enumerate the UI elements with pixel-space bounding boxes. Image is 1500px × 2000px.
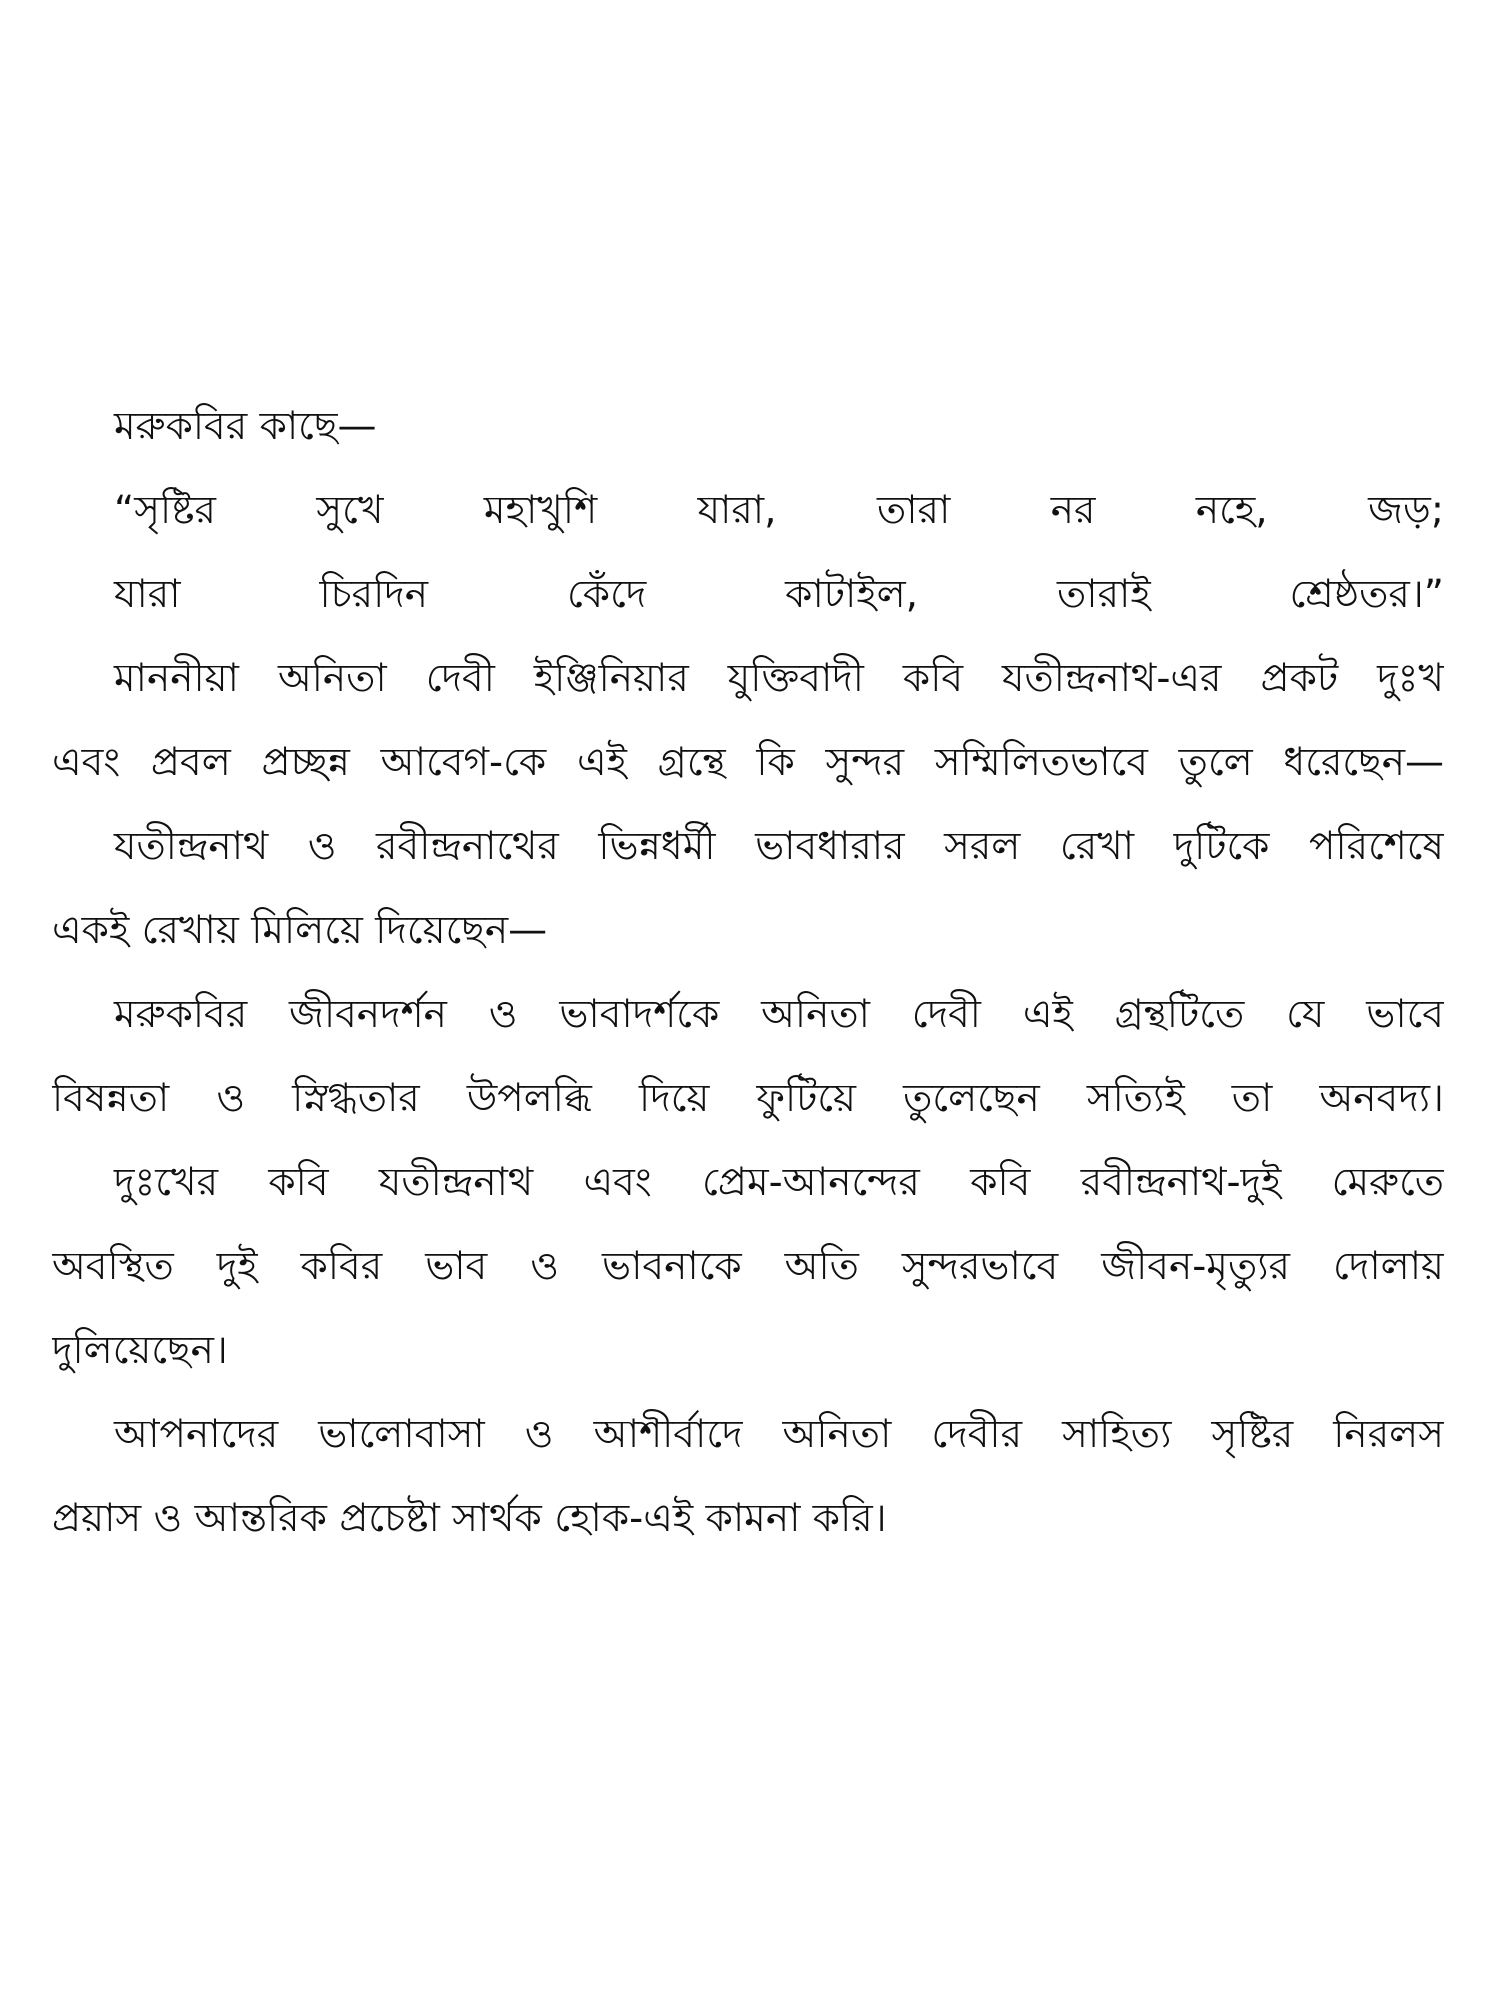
text-line: দুঃখের কবি যতীন্দ্রনাথ এবং প্রেম-আনন্দের কবি রবীন্দ্রনাথ-দুই মেরুতে: [114, 1160, 1444, 1205]
text-line: যতীন্দ্রনাথ ও রবীন্দ্রনাথের ভিন্নধর্মী ভাবধারার সরল রেখা দুটিকে পরিশেষে: [114, 824, 1444, 869]
text-line: এবং প্রবল প্রচ্ছন্ন আবেগ-কে এই গ্রন্থে কি সুন্দর সম্মিলিতভাবে তুলে ধরেছেন—: [52, 740, 1444, 785]
text-line: অবস্থিত দুই কবির ভাব ও ভাবনাকে অতি সুন্দরভাবে জীবন-মৃত্যুর দোলায়: [52, 1244, 1444, 1289]
text-line: মরুকবির জীবনদর্শন ও ভাবাদর্শকে অনিতা দেবী এই গ্রন্থটিতে যে ভাবে: [114, 992, 1444, 1037]
text-line: প্রয়াস ও আন্তরিক প্রচেষ্টা সার্থক হোক-এই কামনা করি।: [52, 1496, 887, 1541]
body-text: [52, 385, 1444, 1561]
text-line: বিষন্নতা ও স্নিগ্ধতার উপলব্ধি দিয়ে ফুটিয়ে তুলেছেন সত্যিই তা অনবদ্য।: [52, 1076, 1444, 1121]
text-line: দুলিয়েছেন।: [52, 1328, 228, 1373]
quote-line: “সৃষ্টির সুখে মহাখুশি যারা, তারা নর নহে, জড়;: [114, 488, 1444, 533]
text-line: মাননীয়া অনিতা দেবী ইঞ্জিনিয়ার যুক্তিবাদী কবি যতীন্দ্রনাথ-এর প্রকট দুঃখ: [114, 656, 1444, 701]
text-line: মরুকবির কাছে—: [114, 404, 377, 449]
text-line: একই রেখায় মিলিয়ে দিয়েছেন—: [52, 908, 548, 953]
text-line: আপনাদের ভালোবাসা ও আশীর্বাদে অনিতা দেবীর সাহিত্য সৃষ্টির নিরলস: [114, 1412, 1444, 1457]
quote-line: যারা চিরদিন কেঁদে কাটাইল, তারাই শ্রেষ্ঠতর।”: [114, 572, 1444, 617]
